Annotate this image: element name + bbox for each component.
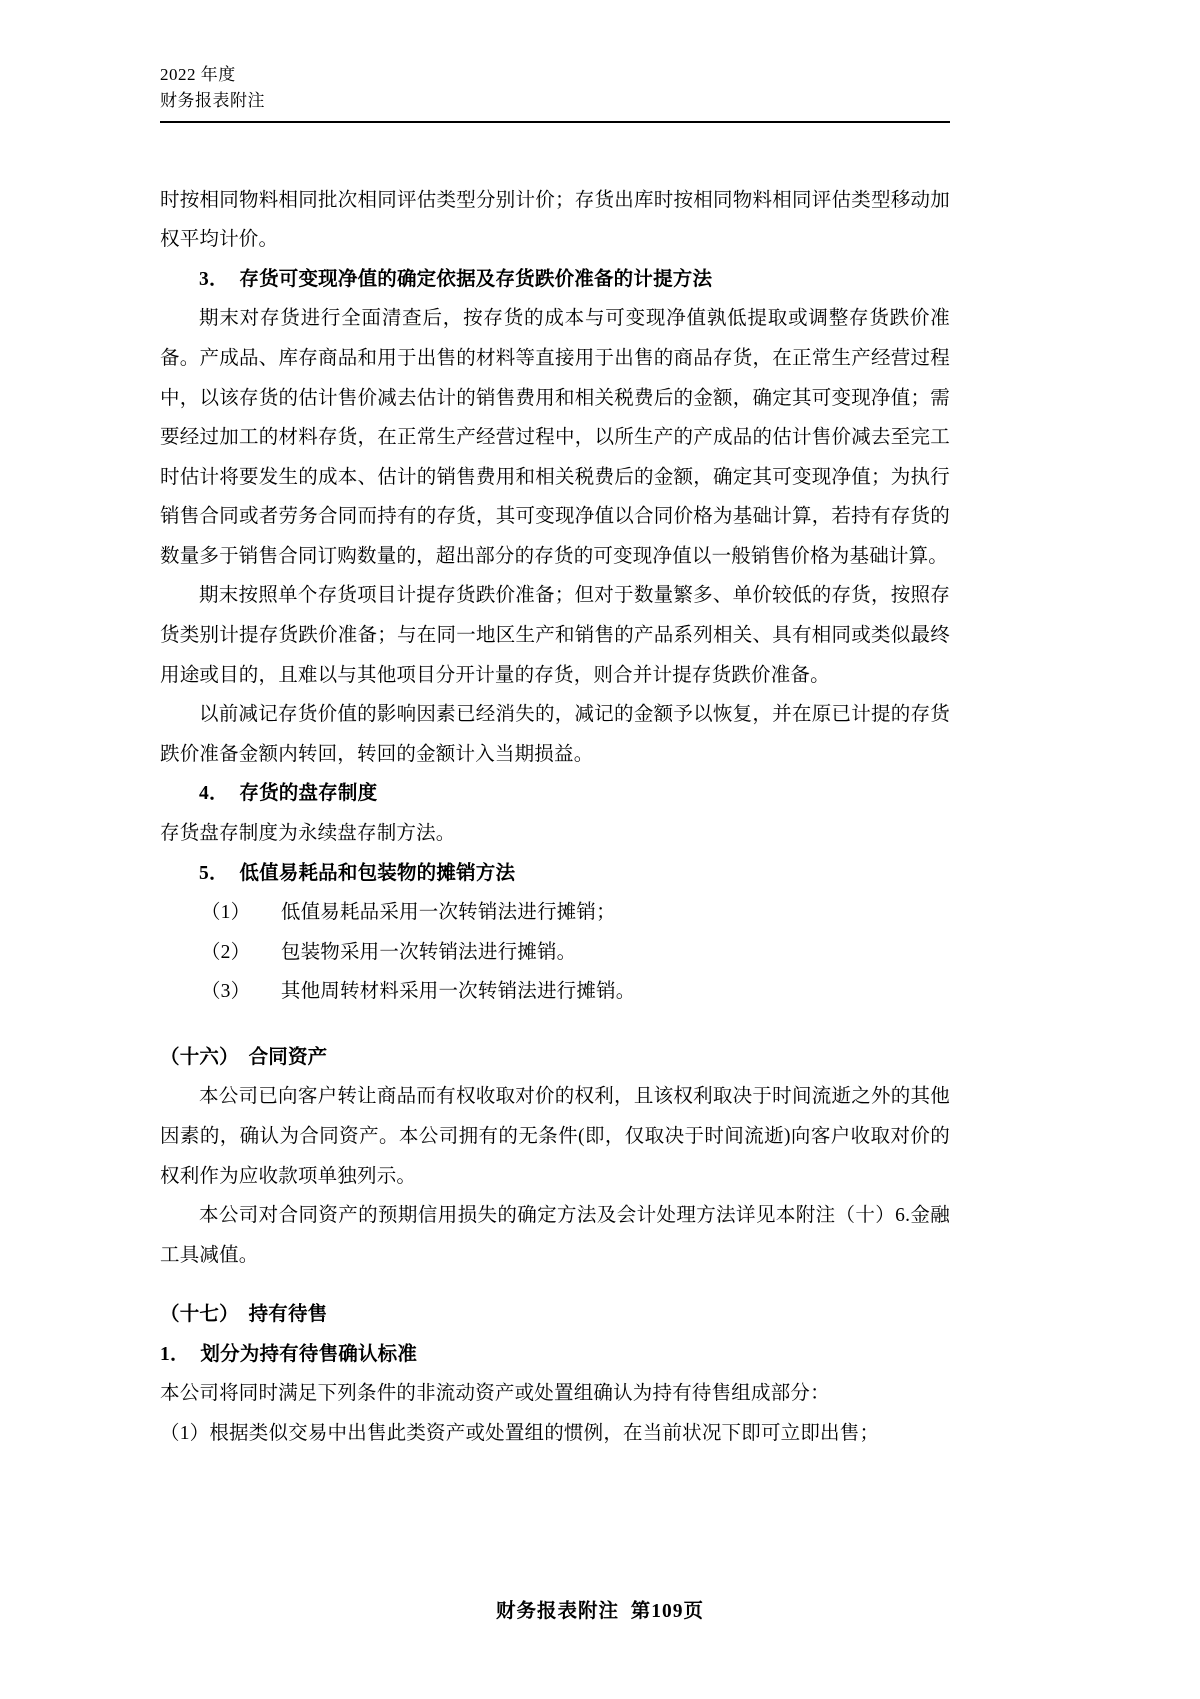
paragraph-continued: 时按相同物料相同批次相同评估类型分别计价；存货出库时按相同物料相同评估类型移动加权平均计价。 xyxy=(160,189,950,251)
footer-page-number: 第109页 xyxy=(630,1601,704,1622)
section-16-label: （十六） xyxy=(160,1046,239,1068)
page-footer xyxy=(0,1595,1200,1623)
heading-17-1 xyxy=(160,1335,950,1375)
heading-17-1-number: 1． xyxy=(160,1343,190,1365)
section-heading-17 xyxy=(160,1295,950,1335)
heading-4 xyxy=(160,774,950,814)
spacer xyxy=(160,1275,950,1295)
list-item-text: 低值易耗品采用一次转销法进行摊销； xyxy=(280,902,616,924)
heading-5-number: 5． xyxy=(199,862,229,884)
heading-3 xyxy=(160,260,950,300)
paragraph-17-1: 本公司将同时满足下列条件的非流动资产或处置组确认为持有待售组成部分： xyxy=(160,1383,830,1405)
footer-title: 财务报表附注 xyxy=(496,1601,620,1622)
header-divider xyxy=(160,121,950,123)
heading-3-text: 存货可变现净值的确定依据及存货跌价准备的计提方法 xyxy=(239,268,713,290)
document-body xyxy=(160,181,950,1454)
paragraph-16-1: 本公司已向客户转让商品而有权收取对价的权利，且该权利取决于时间流逝之外的其他因素的，确认为合同资产。本公司拥有的无条件(即，仅取决于时间流逝)向客户收取对价的权利作为应收款项单独列示。 xyxy=(160,1086,950,1187)
list-item xyxy=(160,933,950,973)
section-17-title: 持有待售 xyxy=(248,1304,328,1326)
list-item-marker: （1） xyxy=(200,902,251,924)
section-17-label: （十七） xyxy=(160,1304,239,1326)
heading-3-number: 3． xyxy=(199,268,229,290)
paragraph-3-2: 期末按照单个存货项目计提存货跌价准备；但对于数量繁多、单价较低的存货，按照存货类别计提存货跌价准备；与在同一地区生产和销售的产品系列相关、具有相同或类似最终用途或目的，且难以与其他项目分开计量的存货，则合并计提存货跌价准备。 xyxy=(160,585,950,686)
heading-17-1-text: 划分为持有待售确认标准 xyxy=(200,1343,418,1365)
list-item-marker: （3） xyxy=(200,981,251,1003)
list-item-text: 包装物采用一次转销法进行摊销。 xyxy=(280,941,577,963)
paragraph-4-1: 存货盘存制度为永续盘存制方法。 xyxy=(160,822,456,844)
section-16-title: 合同资产 xyxy=(248,1046,328,1068)
heading-5 xyxy=(160,854,950,894)
page-content xyxy=(160,62,950,1454)
list-item xyxy=(160,972,950,1012)
list-item xyxy=(160,893,950,933)
paragraph-17-2: （1）根据类似交易中出售此类资产或处置组的惯例，在当前状况下即可立即出售； xyxy=(160,1423,880,1445)
heading-4-number: 4． xyxy=(199,783,229,805)
list-item-marker: （2） xyxy=(200,941,251,963)
section-heading-16 xyxy=(160,1038,950,1078)
heading-4-text: 存货的盘存制度 xyxy=(239,783,378,805)
page-header xyxy=(160,62,950,121)
heading-5-text: 低值易耗品和包装物的摊销方法 xyxy=(239,862,516,884)
header-line-title: 财务报表附注 xyxy=(160,91,265,111)
paragraph-16-2: 本公司对合同资产的预期信用损失的确定方法及会计处理方法详见本附注（十）6.金融工具减值。 xyxy=(160,1205,950,1266)
paragraph-3-3: 以前减记存货价值的影响因素已经消失的，减记的金额予以恢复，并在原已计提的存货跌价准备金额内转回，转回的金额计入当期损益。 xyxy=(160,704,950,765)
header-line-year: 2022 年度 xyxy=(160,65,236,84)
list-item-text: 其他周转材料采用一次转销法进行摊销。 xyxy=(280,981,636,1003)
paragraph-3-1: 期末对存货进行全面清查后，按存货的成本与可变现净值孰低提取或调整存货跌价准备。产成品、库存商品和用于出售的材料等直接用于出售的商品存货，在正常生产经营过程中，以该存货的估计售价减去估计的销售费用和相关税费后的金额，确定其可变现净值；需要经过加工的材料存货，在正常生产经营过程中，以所生产的产成品的估计售价减去至完工时估计将要发生的成本、估计的销售费用和相关税费后的金额，确定其可变现净值；为执行销售合同或者劳务合同而持有的存货，其可变现净值以合同价格为基础计算，若持有存货的数量多于销售合同订购数量的，超出部分的存货的可变现净值以一般销售价格为基础计算。 xyxy=(160,308,950,567)
